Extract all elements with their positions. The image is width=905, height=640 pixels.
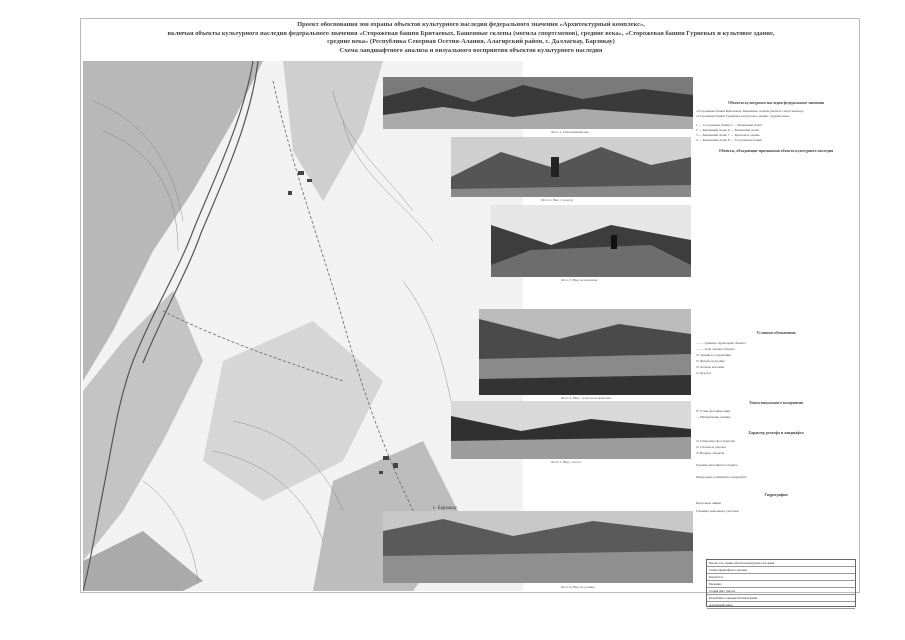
legend-line: ▭ Склоны и ущелья bbox=[696, 445, 726, 449]
stamp-row: Проект зон охраны объектов культурного наследия bbox=[707, 560, 855, 567]
title-line-4: Схема ландшафтного анализа и визуального восприятия объектов культурного наследия bbox=[339, 46, 603, 54]
photo-1-caption: Фото 1. Панорамный вид bbox=[551, 130, 589, 134]
legend-line: Границы земельных участков bbox=[696, 509, 739, 513]
photo-6 bbox=[383, 511, 693, 583]
photo-4-caption: Фото 4. Вид с дороги на комплекс bbox=[561, 396, 612, 400]
photo-2 bbox=[451, 137, 691, 197]
stamp-row: Схема ландшафтного анализа bbox=[707, 567, 855, 574]
legend-line: — — Граница территории объекта bbox=[696, 341, 746, 345]
legend-line: 3 — Башенный склеп 7 — Культовое здание bbox=[696, 133, 760, 137]
legend-line: Береговые линии bbox=[696, 501, 721, 505]
sheet-title bbox=[81, 21, 861, 55]
stamp-row: Стадия Лист Листов bbox=[707, 588, 855, 595]
place-label-barzikau: с. Барзикау bbox=[433, 506, 457, 511]
title-line-3: средние века» (Республика Северная Осетия-Алания, Алагирский район, с. Даллагкау, Барзикау) bbox=[327, 38, 615, 45]
legend-line: Природные доминанты ландшафта bbox=[696, 475, 747, 479]
legend-line: — — Зона охраны объекта bbox=[696, 347, 735, 351]
legend-line: ▭ Здания и сооружения bbox=[696, 353, 731, 357]
photo-5-caption: Фото 5. Вид с моста bbox=[551, 460, 582, 464]
legend-subheader: Гидрография bbox=[764, 493, 788, 497]
title-line-1: Проект обоснования зон охраны объектов культурного наследия федерального значения «Архитектурный комплекс», bbox=[297, 21, 645, 28]
title-line-2: включая объекты культурного наследия федерального значения «Сторожевая башня Бритаевых, Башенные склепы (могила спортсменов), средние века», «Сторожевая башня Гуриевых и культовое здание, bbox=[167, 29, 775, 37]
legend-subheader: Характер рельефа и ландшафта bbox=[748, 431, 804, 435]
legend-subheader: Объекты, обладающие признаками объекта культурного наследия bbox=[718, 149, 834, 153]
legend-header: Объекты культурного наследия федерального значения bbox=[728, 101, 824, 105]
photo-3 bbox=[491, 205, 691, 277]
legend-line: «Сторожевая башня Гуриевых и культовое здание, средние века» bbox=[696, 114, 790, 118]
legend-line: ▭ Дороги bbox=[696, 371, 711, 375]
photo-4 bbox=[479, 309, 691, 395]
legend-line: ▭ Открытые пространства bbox=[696, 439, 736, 443]
map-legend bbox=[696, 101, 856, 591]
photo-2-caption: Фото 2. Вид с дороги bbox=[541, 198, 573, 202]
legend-line: → Направление съёмки bbox=[696, 415, 731, 419]
stamp-row: Разработал bbox=[707, 574, 855, 581]
legend-subheader: Условные обозначения bbox=[756, 331, 796, 335]
legend-line: ⊙ Точки фотофиксации bbox=[696, 409, 731, 413]
photo-5 bbox=[451, 401, 691, 459]
legend-subheader: Точки визуального восприятия bbox=[748, 401, 804, 405]
legend-line: 4 — Башенный склеп 8 — Сторожевая башня bbox=[696, 138, 762, 142]
stamp-row: Республика Северная Осетия-Алания bbox=[707, 595, 855, 602]
stamp-row: Проверил bbox=[707, 581, 855, 588]
photo-6-caption: Фото 6. Вид на долину bbox=[561, 585, 595, 589]
legend-line: ▭ Лесные массивы bbox=[696, 365, 725, 369]
legend-line: Граница населённого пункта bbox=[696, 463, 738, 467]
photo-1 bbox=[383, 77, 693, 129]
photo-3-caption: Фото 3. Вид на комплекс bbox=[561, 278, 599, 282]
stamp-row: Алагирский район bbox=[707, 602, 855, 609]
title-block-stamp bbox=[706, 559, 856, 607]
legend-line: ▭ Жилая застройка bbox=[696, 359, 725, 363]
map-sheet bbox=[80, 18, 860, 607]
legend-line: ▭ Водные объекты bbox=[696, 451, 725, 455]
legend-line: 1 — Сторожевая башня 5 — Башенный склеп bbox=[696, 123, 762, 127]
legend-line: 2 — Башенный склеп 6 — Башенный склеп bbox=[696, 128, 760, 132]
legend-line: «Сторожевая башня Бритаевых, Башенные склепы (могила спортсменов)» bbox=[696, 109, 804, 113]
